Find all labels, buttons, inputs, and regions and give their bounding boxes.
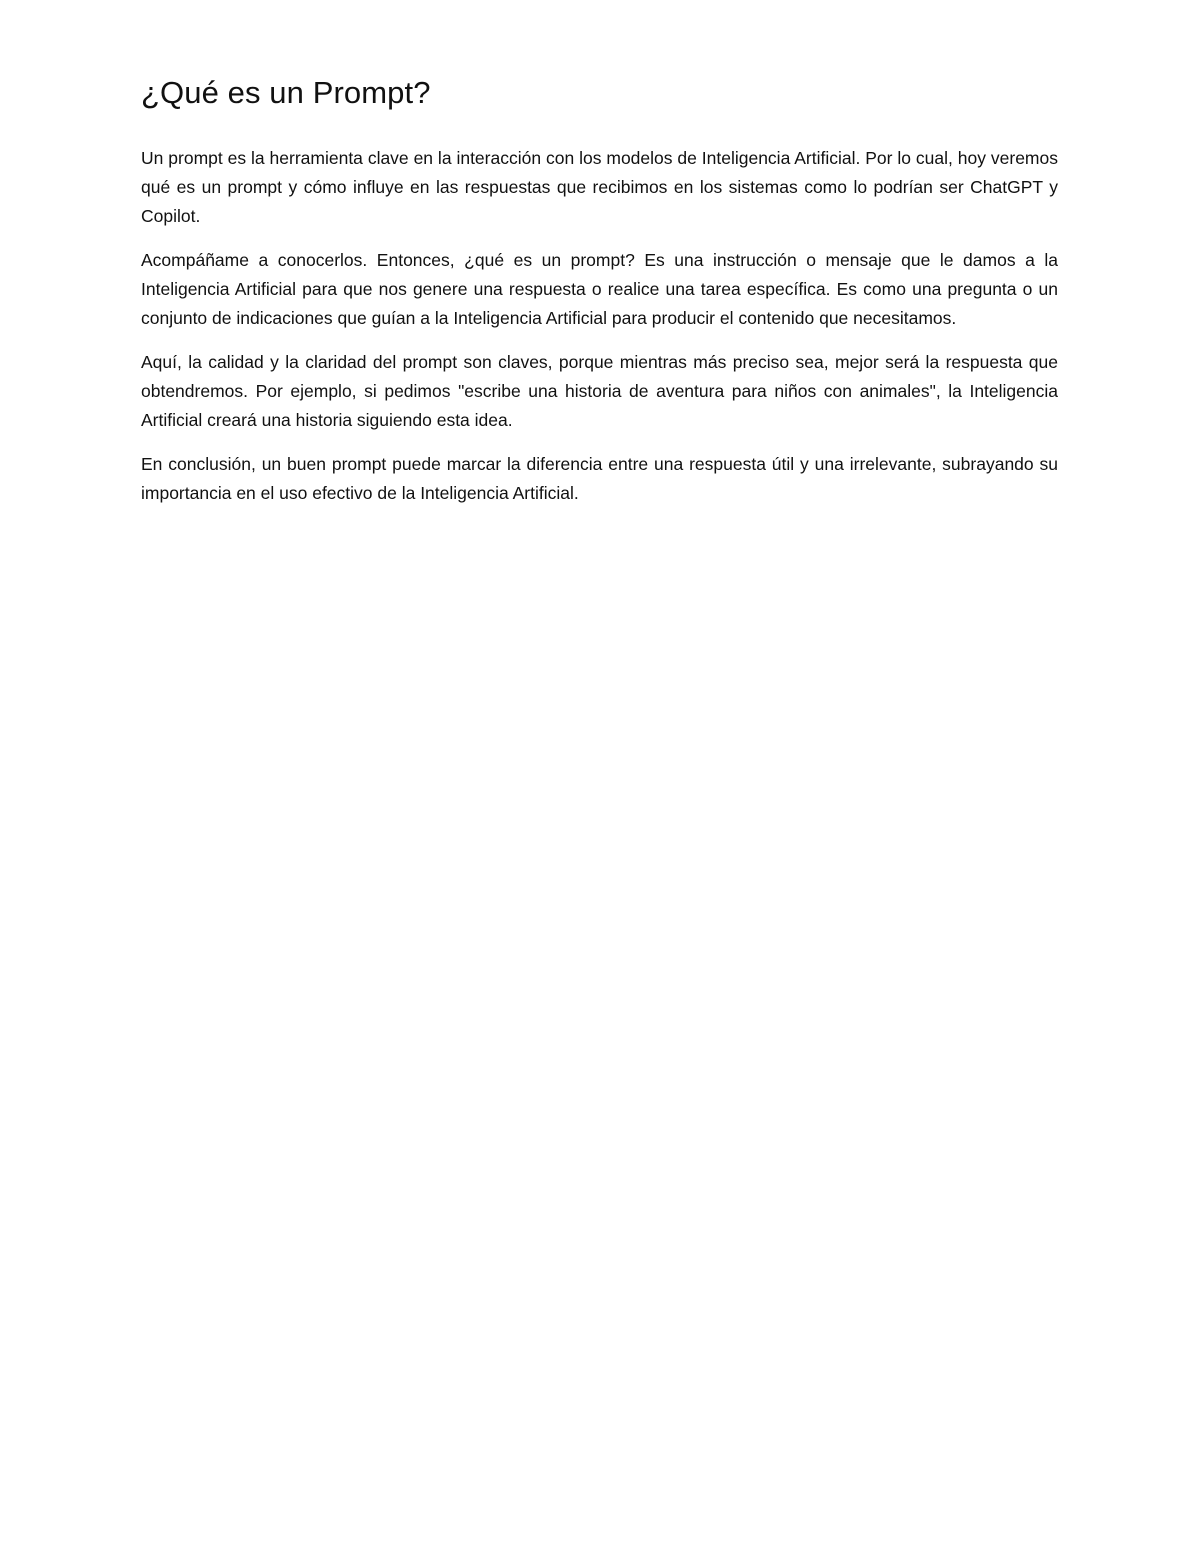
- paragraph-definition: Acompáñame a conocerlos. Entonces, ¿qué es un prompt? Es una instrucción o mensaje que le damos a la Inteligencia Artificial para que nos genere una respuesta o realice una tarea específica. Es como una pregunta o un conjunto de indicaciones que guían a la Inteligencia Artificial para producir el contenido que necesitamos.: [141, 250, 1058, 328]
- page-title: ¿Qué es un Prompt?: [141, 75, 431, 110]
- paragraph-conclusion: En conclusión, un buen prompt puede marcar la diferencia entre una respuesta útil y una irrelevante, subrayando su importancia en el uso efectivo de la Inteligencia Artificial.: [141, 454, 1058, 503]
- paragraph-intro: Un prompt es la herramienta clave en la interacción con los modelos de Inteligencia Artificial. Por lo cual, hoy veremos qué es un prompt y cómo influye en las respuestas que recibimos en los sistemas como lo podrían ser ChatGPT y Copilot.: [141, 148, 1058, 226]
- document-content: [141, 72, 1058, 523]
- paragraph-example: Aquí, la calidad y la claridad del prompt son claves, porque mientras más preciso sea, mejor será la respuesta que obtendremos. Por ejemplo, si pedimos "escribe una historia de aventura para niños con animales", la Inteligencia Artificial creará una historia siguiendo esta idea.: [141, 352, 1058, 430]
